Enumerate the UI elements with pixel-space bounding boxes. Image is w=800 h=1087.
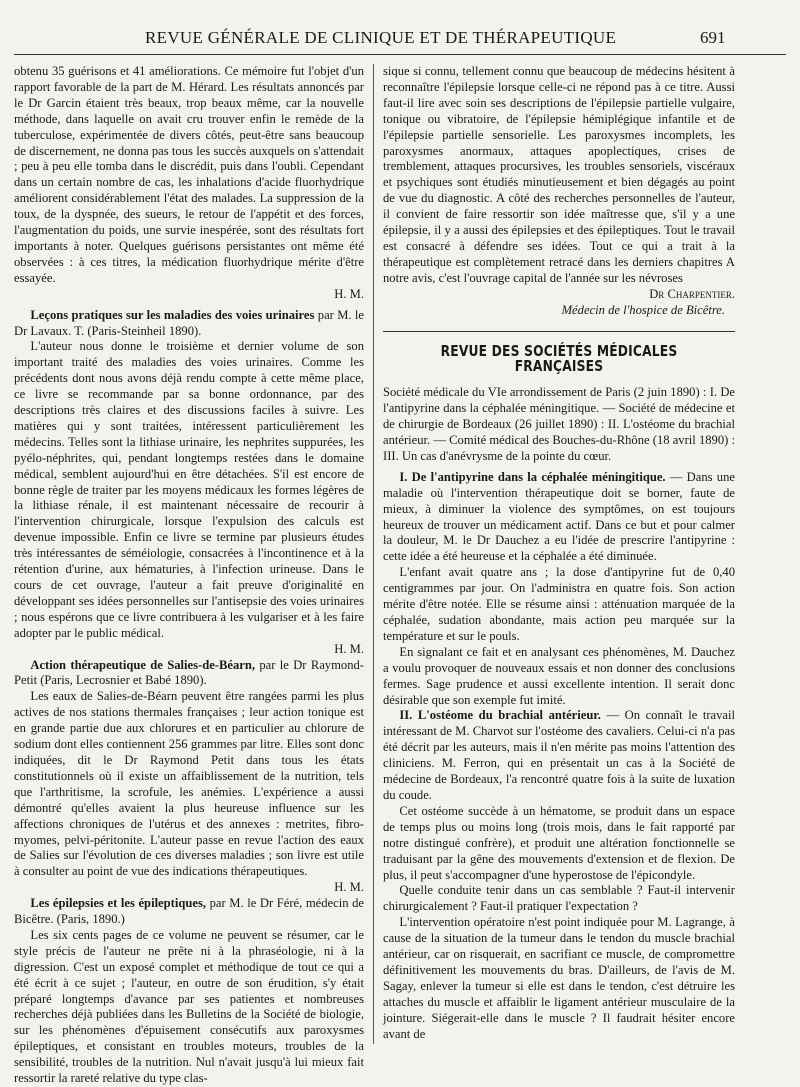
society-summary: Société médicale du VIe arrondissement de Paris (2 juin 1890) : I. De l'antipyrine dans la céphalée méningitique. — Société de médecine et de chirurgie de Bordeaux (26 juillet 1890) : II. L'ostéome du brachial antérieur. — Comité médical des Bouches-du-Rhône (18 avril 1890) : III. Un cas d'anévrysme de la pointe du cœur. xyxy=(383,385,735,463)
review-title: Leçons pratiques sur les maladies des voies urinaires xyxy=(30,307,315,322)
subsection xyxy=(383,470,735,565)
review-entry xyxy=(14,308,364,340)
section-heading: REVUE DES SOCIÉTÉS MÉDICALES FRANÇAISES xyxy=(440,341,678,376)
paragraph: L'enfant avait quatre ans ; la dose d'antipyrine fut de 0,40 centigrammes par jour. On l'administra en quatre fois. Son action mérite d'être notée. Elle se résume ainsi : atténuation marquée de la céphalée, sudation abondante, mais action peu marquée sur la température et sur le pouls. xyxy=(383,565,735,643)
signature-name: Dr Charpentier. xyxy=(649,286,735,301)
section-rule xyxy=(383,331,735,332)
paragraph: Cet ostéome succède à un hématome, se produit dans un espace de temps plus ou moins long (trois mois, dans le fait rapporté par notre distingué confrère), et produit une altération fonctionnelle se traduisant par la gêne des mouvements d'extension et de flexion. De plus, il peut s'accompagner d'une hyperostose de l'épicondyle. xyxy=(383,803,735,882)
signature: H. M. xyxy=(334,641,364,656)
right-column xyxy=(383,64,735,1042)
subsection-text: — Dans une maladie où l'intervention thérapeutique doit se borner, faute de mieux, à diminuer la violence des symptômes, on est toujours heureux de trouver un médicament actif. Dans ce but et pour calmer la douleur, M. le Dr Dauchez a eu l'idée de prescrire l'antipyrine : cette idée a été heureuse et la céphalée a été diminuée. xyxy=(383,469,735,564)
subsection-title: II. L'ostéome du brachial antérieur. xyxy=(399,708,601,723)
column-divider xyxy=(373,64,374,1044)
page-number: 691 xyxy=(700,28,726,47)
header-rule xyxy=(14,54,786,55)
paragraph: Les six cents pages de ce volume ne peuvent se résumer, car le style précis de l'auteur ne prête ni à la phraséologie, ni à la digression. C'est un exposé complet et méthodique de tout ce qui a été écrit à ce sujet ; l'auteur, en outre de son érudition, s'y était préparé longtemps d'avance par ses patientes et nombreuses recherches déjà publiées dans les Bulletins de la Société de biologie, sur les phénomènes d'épuisement consécutifs aux paroxysmes épileptiques, et consistant en troubles moteurs, troubles de la sensibilité, troubles de la nutrition. Nul n'avait jusqu'à lui mieux fait ressortir la rareté relative du type clas- xyxy=(14,927,364,1086)
subsection xyxy=(383,708,735,803)
paragraph: L'intervention opératoire n'est point indiquée pour M. Lagrange, à cause de la situation de la tumeur dans le tendon du muscle brachial antérieur, car on risquerait, en sacrifiant ce muscle, de compromettre définitivement les mouvements du bras. D'ailleurs, de l'avis de M. Sagay, enlever la tumeur si elle est dans le tendon, c'est détruire les attaches du muscle et affaiblir le ligament antérieur musculaire de la jointure. Siégerait-elle dans le muscle ? Il faudrait hésiter encore avant de xyxy=(383,915,735,1041)
subsection-text: — On connaît le travail intéressant de M. Charvot sur l'ostéome des cavaliers. Celui-ci n'a pas été décrit par les auteurs, mais il n'en mérite pas moins l'attention des cliniciens. M. Ferron, qui en présentait un cas à la Société de médecine de Bordeaux, l'a rencontré quatre fois à la suite de luxation du coude. xyxy=(383,708,736,802)
running-title: REVUE GÉNÉRALE DE CLINIQUE ET DE THÉRAPEUTIQUE xyxy=(145,28,617,47)
review-title: Les épilepsies et les épileptiques, xyxy=(30,896,206,911)
review-author: par M. le Dr Féré, médecin de Bicêtre. (Paris, 1890.) xyxy=(14,896,365,927)
signature: H. M. xyxy=(334,880,364,895)
review-author: par le Dr Raymond-Petit (Paris, Lecrosnier et Babé 1890). xyxy=(14,657,364,688)
review-entry xyxy=(14,658,364,690)
paragraph: obtenu 35 guérisons et 41 améliorations. Ce mémoire fut l'objet d'un rapport favorable de la part de M. Hérard. Les résultats annoncés par le Dr Garcin étaient très beaux, trop beaux même, car la nouvelle méthode, dans laquelle on avait cru trouver enfin le remède de la tuberculose, expérimentée de divers côtés, peut-être sans beaucoup de discernement, ne donna pas tous les succès auxquels on s'attendait ; peu à peu elle tomba dans le discrédit, puis dans l'oubli. Cependant dans un certain nombre de cas, les inhalations d'acide fluorhydrique améliorent considérablement l'état des malades. La suppression de la toux, de la dyspnée, des sueurs, le retour de l'appétit et des forces, l'augmentation du poids, une survie inespérée, sont des résultats fort importants à noter. Quelques guérisons persistantes ont même été observées : à ces titres, la médication fluorhydrique mérite d'être essayée. xyxy=(14,64,364,285)
paragraph: Les eaux de Salies-de-Béarn peuvent être rangées parmi les plus actives de nos stations thermales françaises ; leur action tonique est en grande partie due aux chlorures et en particulier au chlorure de sodium dont elles contiennent 256 grammes par litre. Elles sont donc indiquées, dit le Dr Raymond Petit dans tous les états constitutionnels où il existe un affaiblissement de la nutrition, tels que l'arthritisme, la scrofule, les anémies. L'expérience a aussi démontré qu'elles avaient la plus heureuse influence sur les affections chroniques de l'utérus et des annexes : metrites, fibro-myomes, pelvi-péritonite. L'auteur passe en revue l'action des eaux de Salies sur l'évolution de ces diverses maladies ; son livre est utile à consulter au point de vue des indications thérapeutiques. xyxy=(14,689,364,879)
left-column xyxy=(14,64,364,1087)
review-title: Action thérapeutique de Salies-de-Béarn, xyxy=(30,657,256,672)
subsection-title: I. De l'antipyrine dans la céphalée méningitique. xyxy=(399,469,666,484)
review-entry xyxy=(14,896,364,928)
paragraph: En signalant ce fait et en analysant ces phénomènes, M. Dauchez a voulu provoquer de nouveaux essais et non donner des conclusions fermes. Sage prudence et aussi excellente intention. Il serait donc désirable que son exemple fut imité. xyxy=(383,644,735,707)
paragraph: Quelle conduite tenir dans un cas semblable ? Faut-il intervenir chirurgicalement ? Faut-il pratiquer l'expectation ? xyxy=(383,883,735,914)
paragraph: L'auteur nous donne le troisième et dernier volume de son important traité des maladies des voies urinaires. Comme les précédents dont nous avons déjà rendu compte à cette même place, ce livre se recommande par sa bonne ordonnance, par des descriptions très claires et des discussions faciles à suivre. Les matières qui y sont traitées, intéressent particulièrement les médecins. Telles sont la lithiase urinaire, les nephrites suppurées, les pyélo-néphrites, qui, pendant longtemps restées dans le domaine médical, semblent aujourd'hui en être détachées. S'il est encore de bonne règle de traiter par les moyens médicaux les formes légères de la lithiase rénale, il est maintenant nécessaire de recourir à l'intervention chirurgicale, lorsque l'expulsion des calculs est devenue impossible. Enfin ce livre se termine par plusieurs études très intéressantes de séméiologie, consacrées à l'incontinence et à la rétention d'urine, aux hématuries, à l'infection urineuse. Dans le cours de cet ouvrage, l'auteur a fait preuve d'originalité en développant ses idées personnelles sur l'antisepsie des voies urinaires ; nous espérons que ce livre contribuera à les vulgariser et à les faire adopter par le public médical. xyxy=(14,339,364,640)
signature: H. M. xyxy=(334,286,364,301)
review-author: par M. le Dr Lavaux. T. (Paris-Steinheil 1890). xyxy=(14,307,364,338)
signature-title: Médecin de l'hospice de Bicêtre. xyxy=(561,302,725,317)
paragraph: sique si connu, tellement connu que beaucoup de médecins hésitent à reconnaître l'épilepsie lorsque celle-ci ne répond pas à ce titre. Aussi faut-il lire avec soin ses descriptions de l'épilepsie partielle vulgaire, tonique ou vibratoire, de l'épilepsie hémiplégique infantile et de l'épilepsie partielle sensorielle. Les paroxysmes incomplets, les paroxysmes anormaux, attaques apoplectiques, crises de tremblement, attaques procursives, les troubles sensoriels, viscéraux et psychiques sont étudiés minutieusement et bien dégagés au point de vue du diagnostic. A côté des recherches personnelles de l'auteur, il convient de faire ressortir son idée maîtresse que, s'il y a une épilepsie, il y a aussi des épilepsies et des épileptiques. Tout le travail est consacré à défendre ses idées. Tout ce qui a trait à la thérapeutique est complètement retracé dans les derniers chapitres A notre avis, c'est l'ouvrage capital de l'année sur les névroses xyxy=(383,64,735,285)
